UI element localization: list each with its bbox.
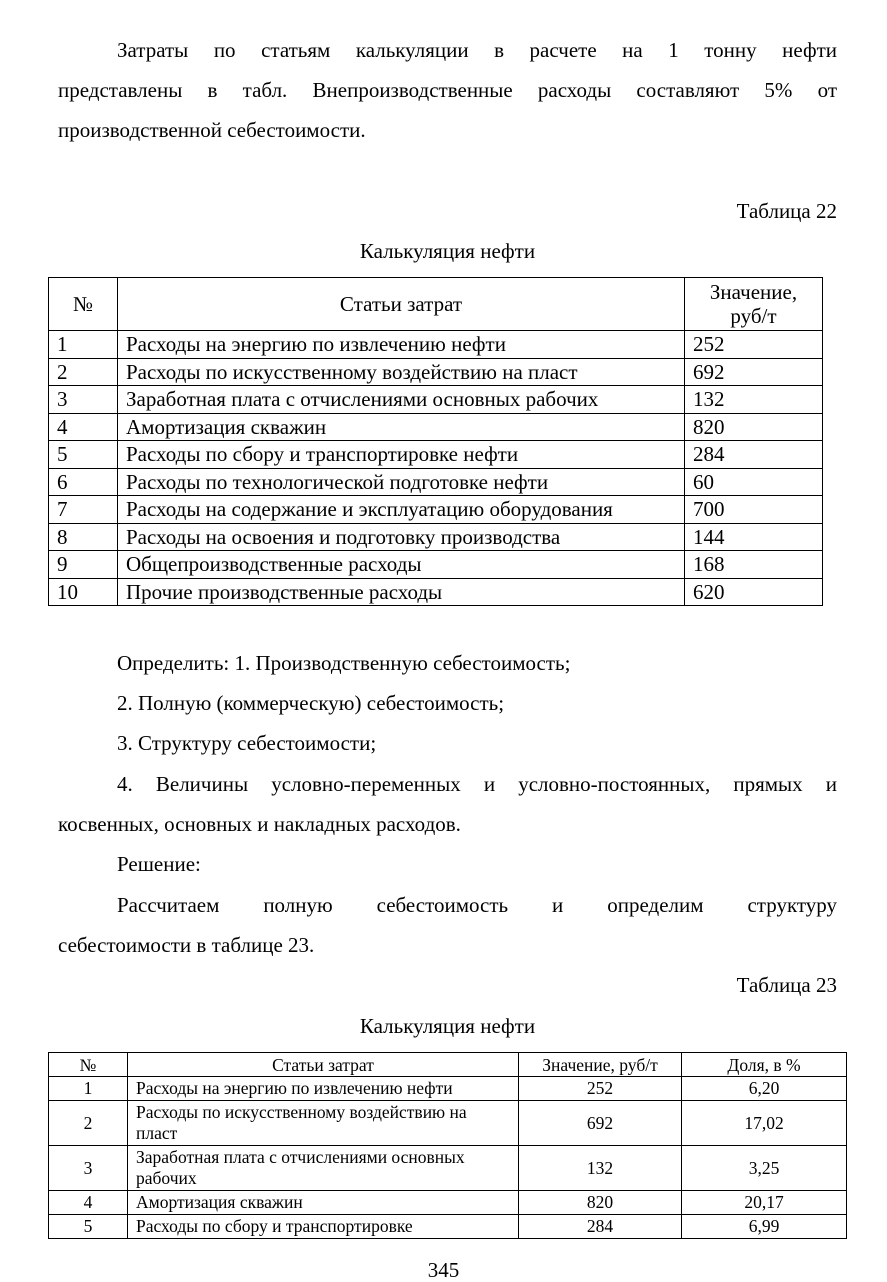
row-name: Расходы по искусственному воздействию на пласт	[118, 358, 685, 386]
intro-line-2: представлены в табл. Внепроизводственные расходы составляют 5% от	[58, 78, 837, 102]
table-row	[49, 1146, 847, 1191]
intro-line-3: производственной себестоимости.	[58, 118, 366, 142]
row-value: 252	[685, 331, 823, 359]
row-value: 692	[519, 1101, 682, 1146]
table-row	[49, 1215, 847, 1239]
table-22	[48, 277, 823, 606]
table-row	[49, 578, 823, 606]
row-name: Амортизация скважин	[118, 413, 685, 441]
row-value: 132	[519, 1146, 682, 1191]
table-row	[49, 441, 823, 469]
table-row	[49, 496, 823, 524]
table-22-header-no: №	[49, 278, 118, 331]
row-value: 700	[685, 496, 823, 524]
table-row	[49, 1101, 847, 1146]
table-row	[49, 1191, 847, 1215]
row-share: 3,25	[682, 1146, 847, 1191]
table-23-header-row	[49, 1053, 847, 1077]
row-no: 2	[49, 1101, 128, 1146]
table-row	[49, 386, 823, 414]
row-no: 4	[49, 413, 118, 441]
row-no: 3	[49, 386, 118, 414]
solution-line-1: Рассчитаем полную себестоимость и определим структуру	[117, 893, 837, 917]
row-name: Расходы по искусственному воздействию на пласт	[128, 1101, 519, 1146]
table-row	[49, 331, 823, 359]
table-row	[49, 468, 823, 496]
table-23-title: Калькуляция нефти	[359, 1014, 536, 1038]
task-1: Определить: 1. Производственную себестоимость;	[117, 651, 571, 675]
table-23-header-share: Доля, в %	[682, 1053, 847, 1077]
row-no: 3	[49, 1146, 128, 1191]
table-row	[49, 551, 823, 579]
row-no: 1	[49, 331, 118, 359]
row-value: 820	[685, 413, 823, 441]
row-value: 284	[519, 1215, 682, 1239]
task-3: 3. Структуру себестоимости;	[117, 731, 377, 755]
page-number: 345	[427, 1258, 460, 1282]
table-23-header-name: Статьи затрат	[128, 1053, 519, 1077]
row-name: Прочие производственные расходы	[118, 578, 685, 606]
table-22-header-row	[49, 278, 823, 331]
table-22-title: Калькуляция нефти	[359, 239, 536, 263]
row-name: Расходы на содержание и эксплуатацию оборудования	[118, 496, 685, 524]
row-name: Амортизация скважин	[128, 1191, 519, 1215]
row-value: 60	[685, 468, 823, 496]
task-2: 2. Полную (коммерческую) себестоимость;	[117, 691, 505, 715]
solution-label: Решение:	[117, 852, 201, 876]
row-value: 692	[685, 358, 823, 386]
row-value: 620	[685, 578, 823, 606]
row-name: Расходы по сбору и транспортировке	[128, 1215, 519, 1239]
row-name: Заработная плата с отчислениями основных рабочих	[128, 1146, 519, 1191]
table-23-header-value: Значение, руб/т	[519, 1053, 682, 1077]
row-value: 168	[685, 551, 823, 579]
row-no: 8	[49, 523, 118, 551]
row-name: Заработная плата с отчислениями основных рабочих	[118, 386, 685, 414]
intro-line-1: Затраты по статьям калькуляции в расчете на 1 тонну нефти	[117, 38, 837, 62]
task-4-line-2: косвенных, основных и накладных расходов.	[58, 812, 461, 836]
row-name: Расходы на освоения и подготовку производства	[118, 523, 685, 551]
table-row	[49, 523, 823, 551]
table-23	[48, 1052, 847, 1239]
table-row	[49, 1077, 847, 1101]
row-name: Расходы по сбору и транспортировке нефти	[118, 441, 685, 469]
row-value: 820	[519, 1191, 682, 1215]
row-value: 144	[685, 523, 823, 551]
table-22-header-value: Значение, руб/т	[685, 278, 823, 331]
row-no: 5	[49, 441, 118, 469]
row-no: 9	[49, 551, 118, 579]
table-22-header-name: Статьи затрат	[118, 278, 685, 331]
table-22-label: Таблица 22	[736, 199, 837, 223]
row-name: Расходы по технологической подготовке нефти	[118, 468, 685, 496]
row-share: 6,20	[682, 1077, 847, 1101]
table-row	[49, 413, 823, 441]
row-value: 132	[685, 386, 823, 414]
row-no: 6	[49, 468, 118, 496]
row-name: Общепроизводственные расходы	[118, 551, 685, 579]
row-no: 5	[49, 1215, 128, 1239]
table-row	[49, 358, 823, 386]
solution-line-2: себестоимости в таблице 23.	[58, 933, 315, 957]
task-4-line-1: 4. Величины условно-переменных и условно-постоянных, прямых и	[117, 772, 837, 796]
table-23-header-no: №	[49, 1053, 128, 1077]
row-name: Расходы на энергию по извлечению нефти	[118, 331, 685, 359]
row-value: 252	[519, 1077, 682, 1101]
row-value: 284	[685, 441, 823, 469]
row-share: 6,99	[682, 1215, 847, 1239]
row-no: 2	[49, 358, 118, 386]
table-23-label: Таблица 23	[736, 973, 837, 997]
row-name: Расходы на энергию по извлечению нефти	[128, 1077, 519, 1101]
row-no: 1	[49, 1077, 128, 1101]
row-share: 17,02	[682, 1101, 847, 1146]
row-no: 7	[49, 496, 118, 524]
row-no: 10	[49, 578, 118, 606]
row-share: 20,17	[682, 1191, 847, 1215]
row-no: 4	[49, 1191, 128, 1215]
